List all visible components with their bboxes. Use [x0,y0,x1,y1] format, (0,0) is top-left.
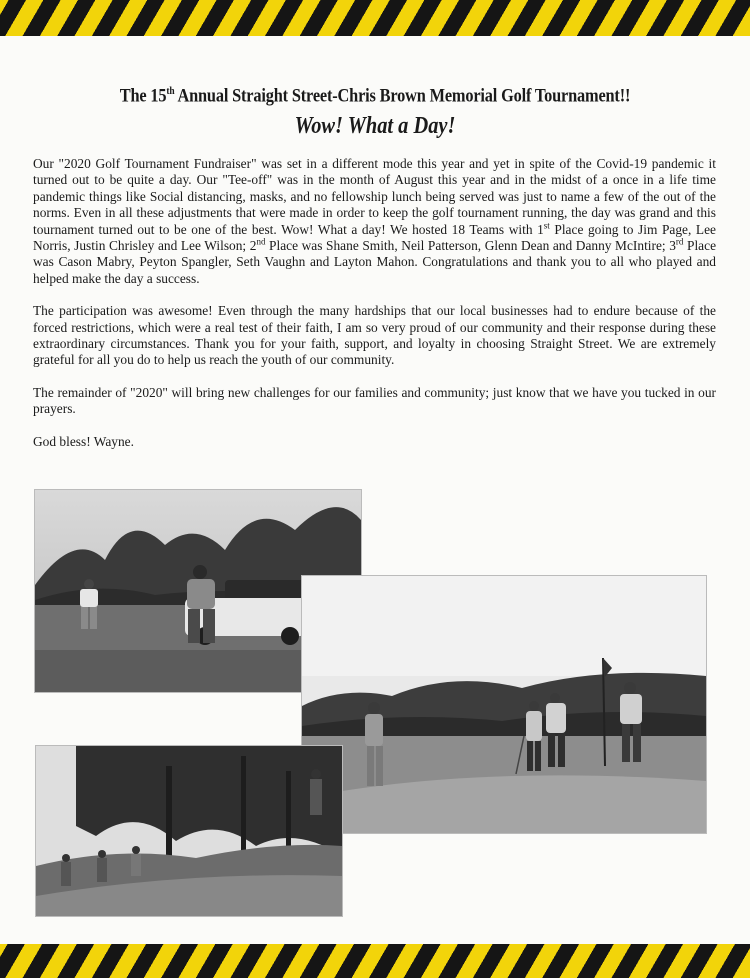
photo-putting-green [301,575,707,834]
page-title: The 15th Annual Straight Street-Chris Brown Memorial Golf Tournament!! [119,84,631,107]
article-body [33,156,716,466]
paragraph-results: Our "2020 Golf Tournament Fundraiser" was set in a different mode this year and yet in spite of the Covid-19 pandemic it turned out to be quite a day. Our "Tee-off" was in the month of August this year and in the midst of a once in a life time pandemic things like Social distancing, masks, and no fellowship lunch being served was just to name a few of the out of the norms. Even in all these adjustments that were made in order to keep the golf tournament running, the day was grand and this tournament turned out to be one of the best. Wow! What a day! We hosted 18 Teams with 1st Place going to Jim Page, Lee Norris, Justin Chrisley and Lee Wilson; 2nd Place was Shane Smith, Neil Patterson, Glenn Dean and Danny McIntire; 3rd Place was Cason Mabry, Peyton Spangler, Seth Vaughn and Layton Mahon. Congratulations and thank you to all who played and helped make the day a success. [33,156,717,286]
paragraph-participation: The participation was awesome! Even through the many hardships that our local businesses had to endure because of the forced restrictions, which were a real test of their faith, I am so very proud of our community and their response during these extraordinary circumstances. Thank you for your faith, support, and loyalty in choosing Straight Street. We are extremely grateful for all you do to help us reach the youth of our community. [33,303,716,368]
photo-fairway [35,745,343,917]
paragraph-remainder: The remainder of "2020" will bring new challenges for our families and community; just know that we have you tucked in our prayers. [33,384,716,417]
hazard-stripe-bottom [0,944,750,978]
hazard-stripe-top [0,0,750,36]
page-subtitle: Wow! What a Day! [294,113,456,139]
signoff: God bless! Wayne. [33,433,134,449]
